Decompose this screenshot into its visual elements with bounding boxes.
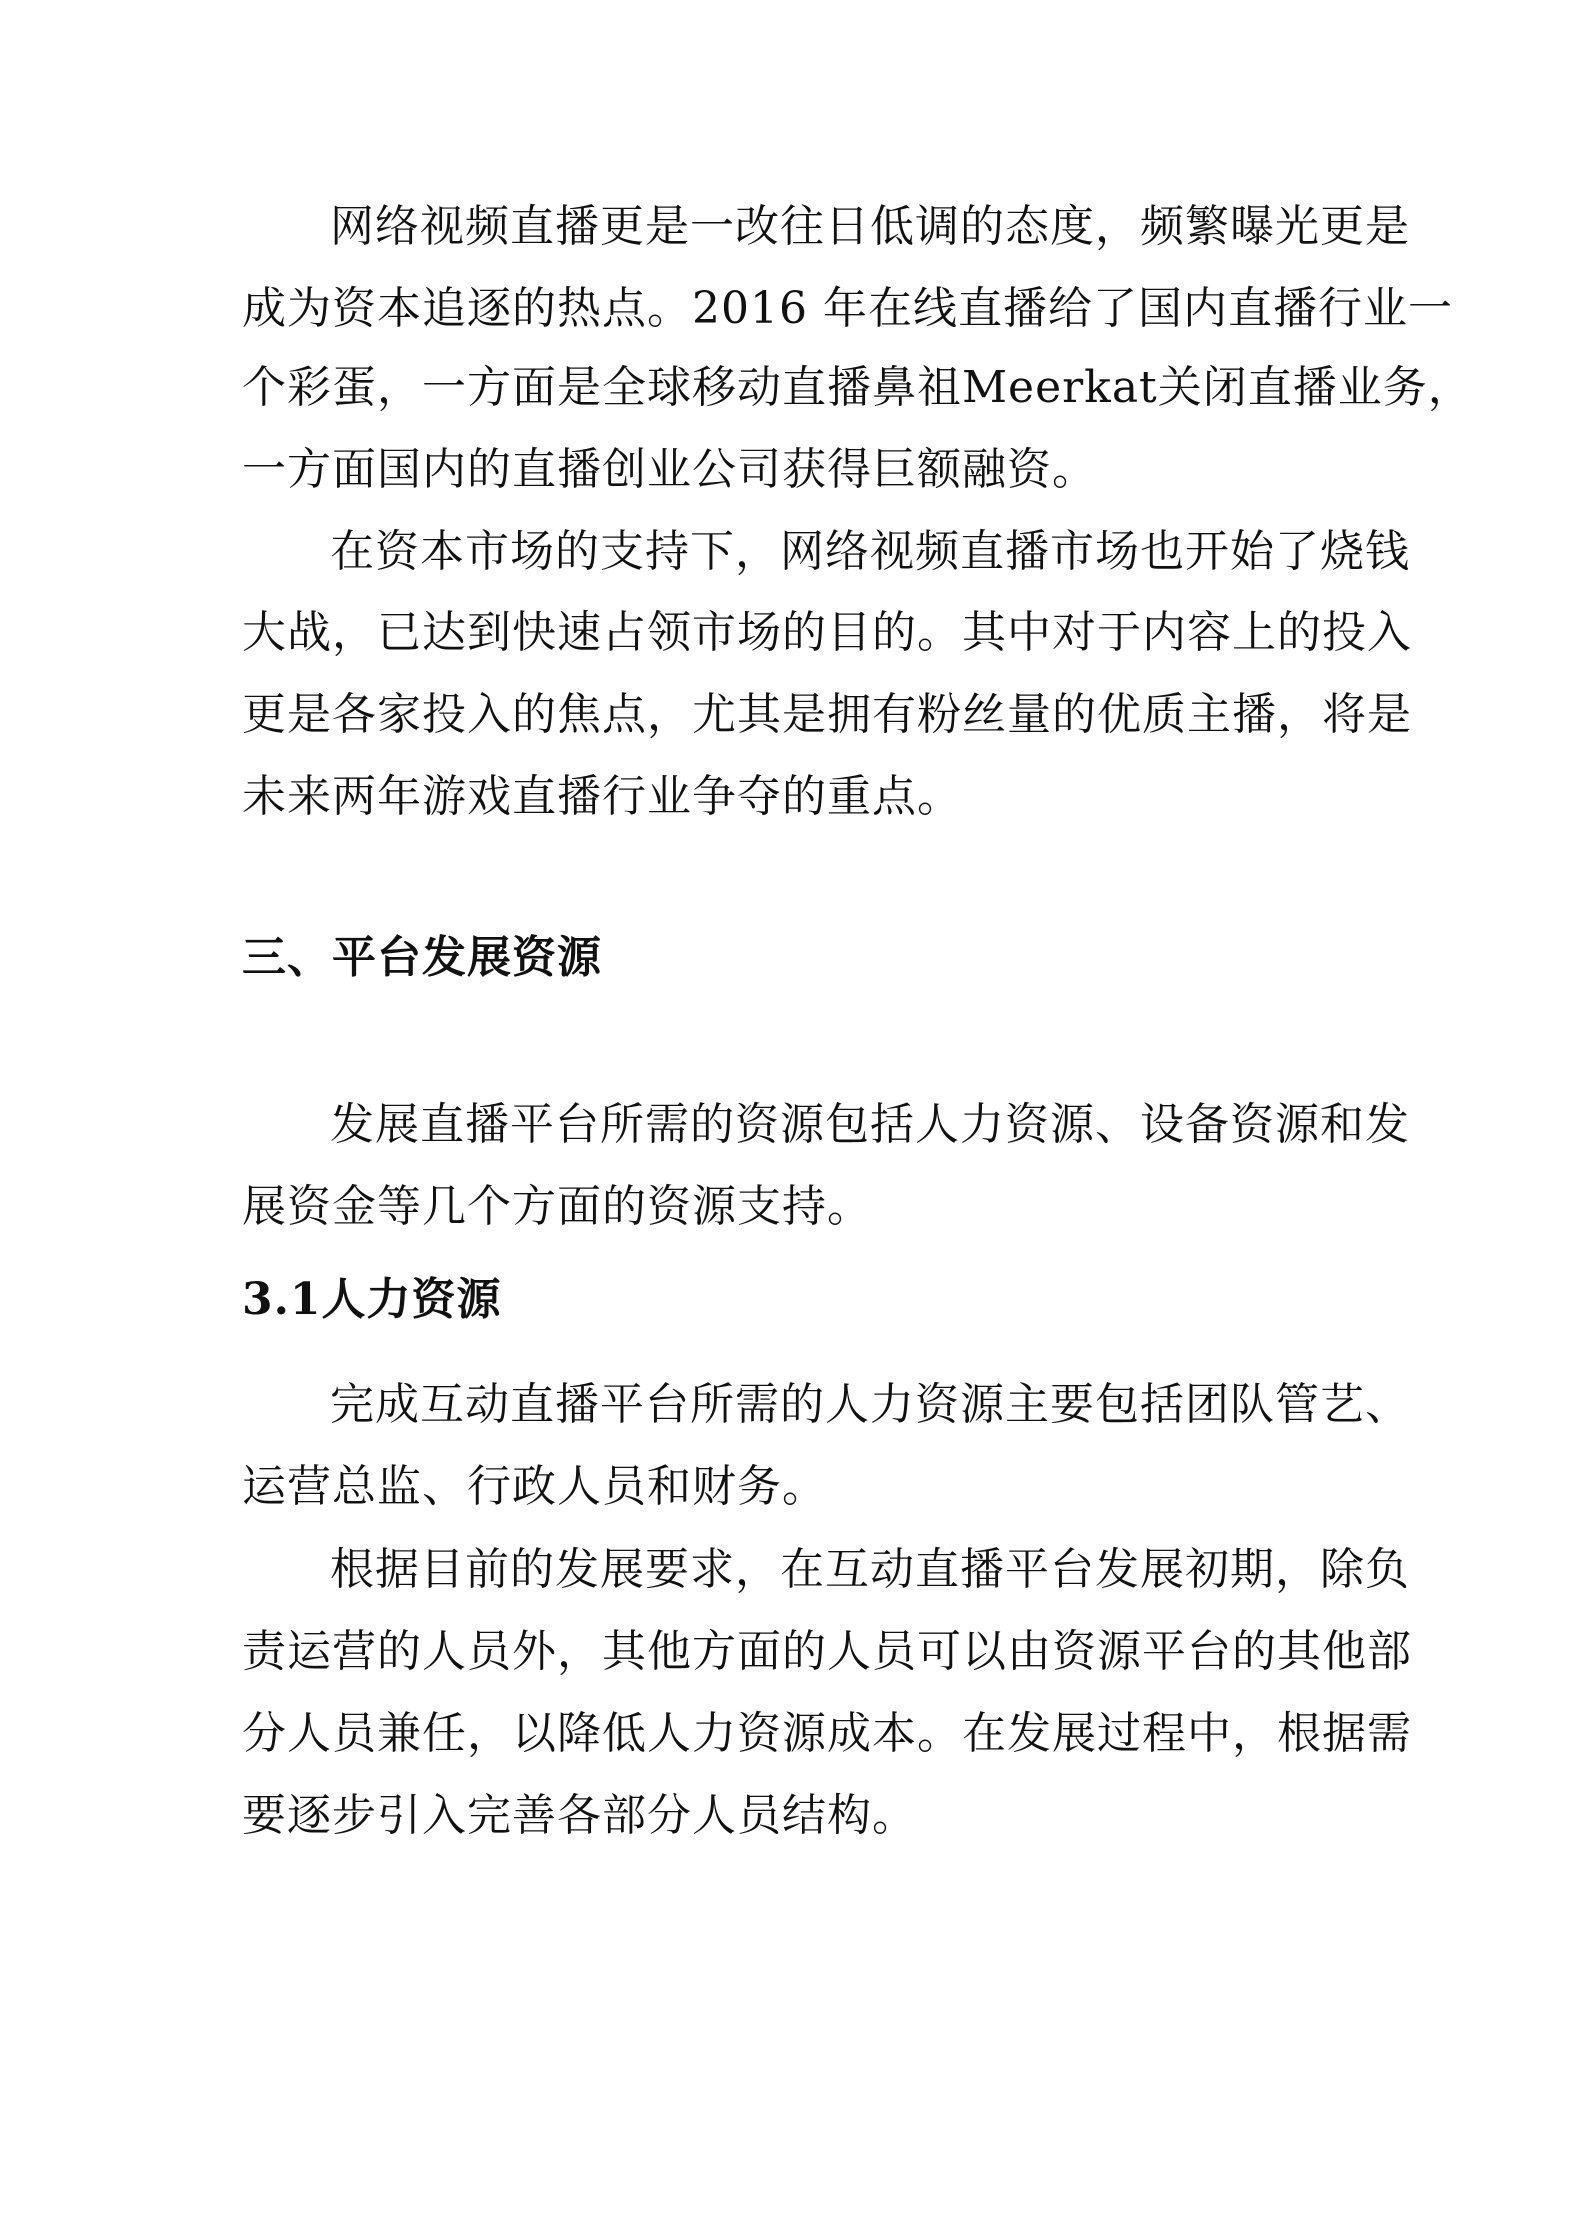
text-line: 责运营的人员外，其他方面的人员可以由资源平台的其他部 — [242, 1626, 1412, 1677]
text-line: 要逐步引入完善各部分人员结构。 — [242, 1790, 917, 1841]
text-line: 运营总监、行政人员和财务。 — [242, 1461, 827, 1512]
text-line: 发展直播平台所需的资源包括人力资源、设备资源和发 — [330, 1099, 1410, 1150]
text-line: 成为资本追逐的热点。2016 年在线直播给了国内直播行业一 — [242, 283, 1453, 334]
text-line: 大战，已达到快速占领市场的目的。其中对于内容上的投入 — [242, 607, 1412, 658]
text-line: 一方面国内的直播创业公司获得巨额融资。 — [242, 444, 1097, 495]
text-line: 展资金等几个方面的资源支持。 — [242, 1181, 872, 1232]
text-line: 分人员兼任，以降低人力资源成本。在发展过程中，根据需 — [242, 1708, 1412, 1759]
text-line: 在资本市场的支持下，网络视频直播市场也开始了烧钱 — [330, 526, 1410, 577]
text-line: 网络视频直播更是一改往日低调的态度，频繁曝光更是 — [330, 201, 1410, 252]
text-line: 个彩蛋，一方面是全球移动直播鼻祖Meerkat关闭直播业务， — [242, 362, 1473, 413]
text-line: 更是各家投入的焦点，尤其是拥有粉丝量的优质主播，将是 — [242, 689, 1412, 740]
text-line: 未来两年游戏直播行业争夺的重点。 — [242, 771, 962, 822]
text-line: 根据目前的发展要求，在互动直播平台发展初期，除负 — [330, 1544, 1410, 1595]
subsection-heading: 3.1人力资源 — [242, 1274, 502, 1325]
text-line: 完成互动直播平台所需的人力资源主要包括团队管艺、 — [330, 1379, 1410, 1430]
section-heading: 三、平台发展资源 — [242, 932, 602, 983]
